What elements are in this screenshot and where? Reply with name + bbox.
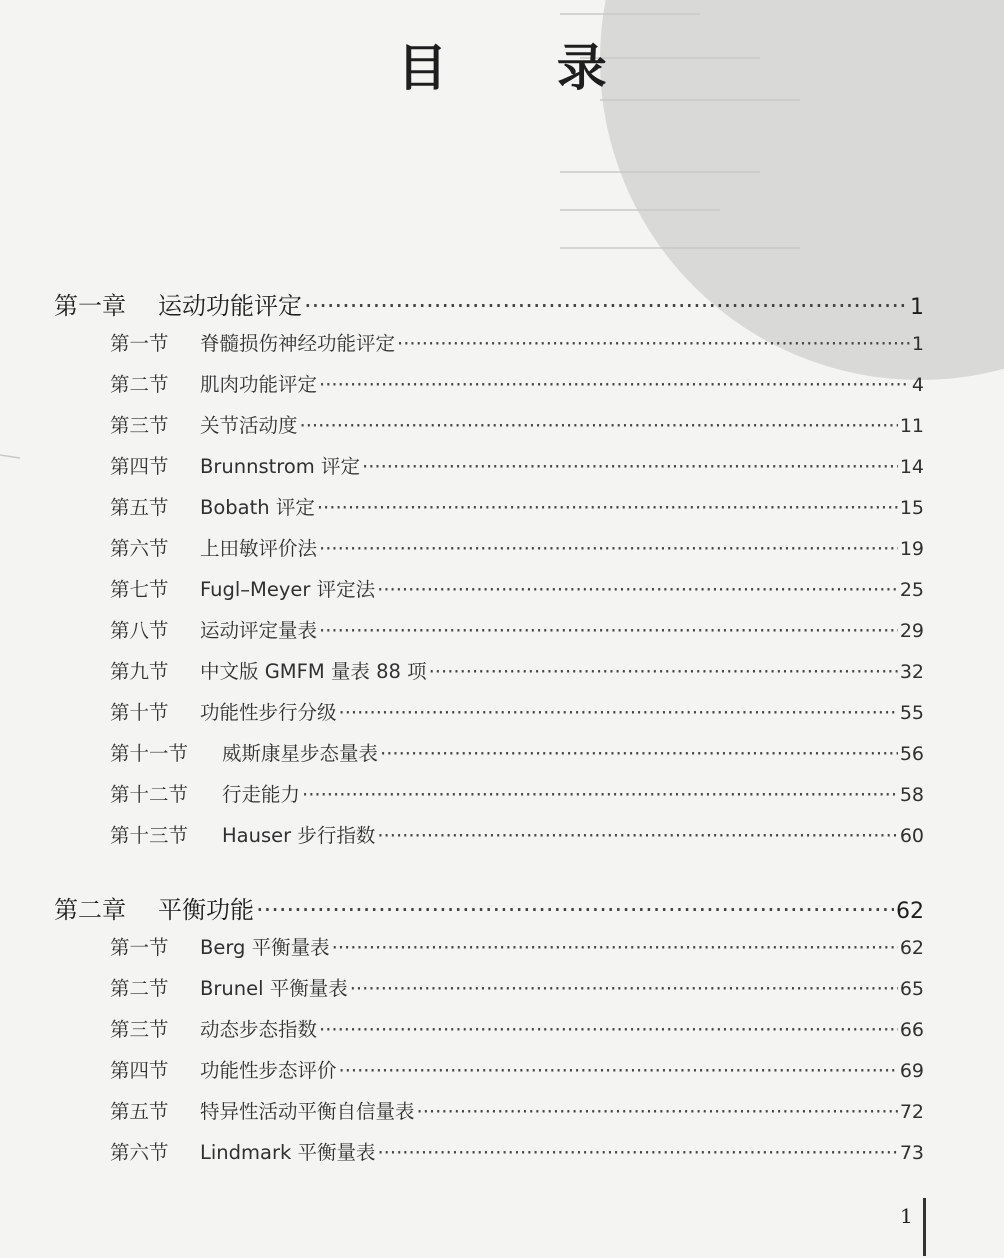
section-entry[interactable] — [110, 410, 924, 438]
section-title: 功能性步态评价 — [200, 1059, 337, 1082]
section-entry[interactable] — [110, 973, 924, 1001]
section-page-number: 14 — [899, 456, 924, 478]
dot-leader — [300, 414, 898, 437]
section-title: 中文版 GMFM 量表 88 项 — [200, 660, 427, 683]
section-title: 特异性活动平衡自信量表 — [200, 1100, 415, 1123]
section-page-number: 72 — [899, 1101, 924, 1123]
section-entry[interactable] — [110, 697, 924, 725]
section-title: 功能性步行分级 — [200, 701, 337, 724]
section-label: 第一节 — [110, 936, 169, 959]
section-page-number: 1 — [911, 333, 924, 355]
page-title: 目 录 — [397, 39, 653, 97]
section-label: 第六节 — [110, 1141, 169, 1164]
dot-leader — [350, 977, 898, 1000]
dot-leader — [377, 1141, 897, 1164]
section-title: 脊髓损伤神经功能评定 — [200, 332, 396, 355]
section-page-number: 32 — [899, 661, 924, 683]
dot-leader — [397, 332, 910, 355]
section-page-number: 55 — [899, 702, 924, 724]
dot-leader — [380, 742, 898, 765]
section-title: Lindmark 平衡量表 — [200, 1141, 376, 1164]
section-page-number: 73 — [899, 1142, 924, 1164]
section-page-number: 69 — [899, 1060, 924, 1082]
section-title: 上田敏评价法 — [200, 537, 318, 560]
section-page-number: 60 — [899, 825, 924, 847]
dot-leader — [332, 936, 898, 959]
chapter-page-number: 62 — [896, 899, 924, 924]
dot-leader — [317, 496, 898, 519]
section-title: Bobath 评定 — [200, 496, 315, 519]
section-page-number: 56 — [899, 743, 924, 765]
section-entry[interactable] — [110, 1137, 924, 1165]
dot-leader — [256, 896, 894, 924]
section-label: 第十节 — [110, 701, 169, 724]
dot-leader — [304, 292, 908, 320]
chapter-label: 第一章 — [54, 292, 126, 320]
section-label: 第三节 — [110, 1018, 169, 1041]
section-entry[interactable] — [110, 738, 924, 766]
section-page-number: 29 — [899, 620, 924, 642]
section-label: 第一节 — [110, 332, 169, 355]
section-page-number: 15 — [899, 497, 924, 519]
section-title: Fugl–Meyer 评定法 — [200, 578, 376, 601]
section-label: 第十三节 — [110, 824, 189, 847]
section-entry[interactable] — [110, 1055, 924, 1083]
section-page-number: 19 — [899, 538, 924, 560]
section-label: 第四节 — [110, 1059, 169, 1082]
section-title: 肌肉功能评定 — [200, 373, 318, 396]
section-label: 第八节 — [110, 619, 169, 642]
section-page-number: 65 — [899, 978, 924, 1000]
section-page-number: 25 — [899, 579, 924, 601]
section-title: 关节活动度 — [200, 414, 298, 437]
section-title: Brunel 平衡量表 — [200, 977, 348, 1000]
dot-leader — [417, 1100, 898, 1123]
dot-leader — [319, 537, 898, 560]
section-entry[interactable] — [110, 574, 924, 602]
section-entry[interactable] — [110, 779, 924, 807]
section-entry[interactable] — [110, 451, 924, 479]
section-title: Berg 平衡量表 — [200, 936, 330, 959]
chapter-title: 运动功能评定 — [158, 292, 302, 320]
section-title: 运动评定量表 — [200, 619, 318, 642]
dot-leader — [302, 783, 898, 806]
section-page-number: 4 — [911, 374, 924, 396]
section-entry[interactable] — [110, 932, 924, 960]
section-page-number: 11 — [899, 415, 924, 437]
section-entry[interactable] — [110, 1014, 924, 1042]
section-label: 第七节 — [110, 578, 169, 601]
section-label: 第六节 — [110, 537, 169, 560]
section-entry[interactable] — [110, 615, 924, 643]
dot-leader — [339, 701, 898, 724]
section-entry[interactable] — [110, 533, 924, 561]
dot-leader — [429, 660, 898, 683]
section-title: 行走能力 — [222, 783, 301, 806]
section-label: 第十二节 — [110, 783, 189, 806]
dot-leader — [319, 1018, 898, 1041]
section-title: Brunnstrom 评定 — [200, 455, 360, 478]
section-label: 第十一节 — [110, 742, 189, 765]
chapter-page-number: 1 — [910, 295, 924, 320]
chapter-title: 平衡功能 — [158, 896, 254, 924]
section-label: 第二节 — [110, 373, 169, 396]
section-title: 动态步态指数 — [200, 1018, 318, 1041]
chapter-label: 第二章 — [54, 896, 126, 924]
chapter-entry[interactable] — [54, 286, 924, 321]
dot-leader — [339, 1059, 898, 1082]
section-label: 第四节 — [110, 455, 169, 478]
section-label: 第三节 — [110, 414, 169, 437]
section-label: 第五节 — [110, 496, 169, 519]
dot-leader — [319, 619, 898, 642]
section-page-number: 58 — [899, 784, 924, 806]
section-entry[interactable] — [110, 369, 924, 397]
section-label: 第二节 — [110, 977, 169, 1000]
section-label: 第五节 — [110, 1100, 169, 1123]
page-number: 1 — [900, 1204, 913, 1228]
section-page-number: 66 — [899, 1019, 924, 1041]
dot-leader — [362, 455, 898, 478]
section-entry[interactable] — [110, 328, 924, 356]
section-entry[interactable] — [110, 492, 924, 520]
dot-leader — [377, 824, 897, 847]
section-page-number: 62 — [899, 937, 924, 959]
dot-leader — [319, 373, 910, 396]
chapter-entry[interactable] — [54, 890, 924, 925]
page-edge-line — [923, 1198, 926, 1256]
section-entry[interactable] — [110, 1096, 924, 1124]
section-title: 威斯康星步态量表 — [222, 742, 379, 765]
section-label: 第九节 — [110, 660, 169, 683]
section-entry[interactable] — [110, 820, 924, 848]
section-entry[interactable] — [110, 656, 924, 684]
section-title: Hauser 步行指数 — [222, 824, 376, 847]
dot-leader — [377, 578, 898, 601]
